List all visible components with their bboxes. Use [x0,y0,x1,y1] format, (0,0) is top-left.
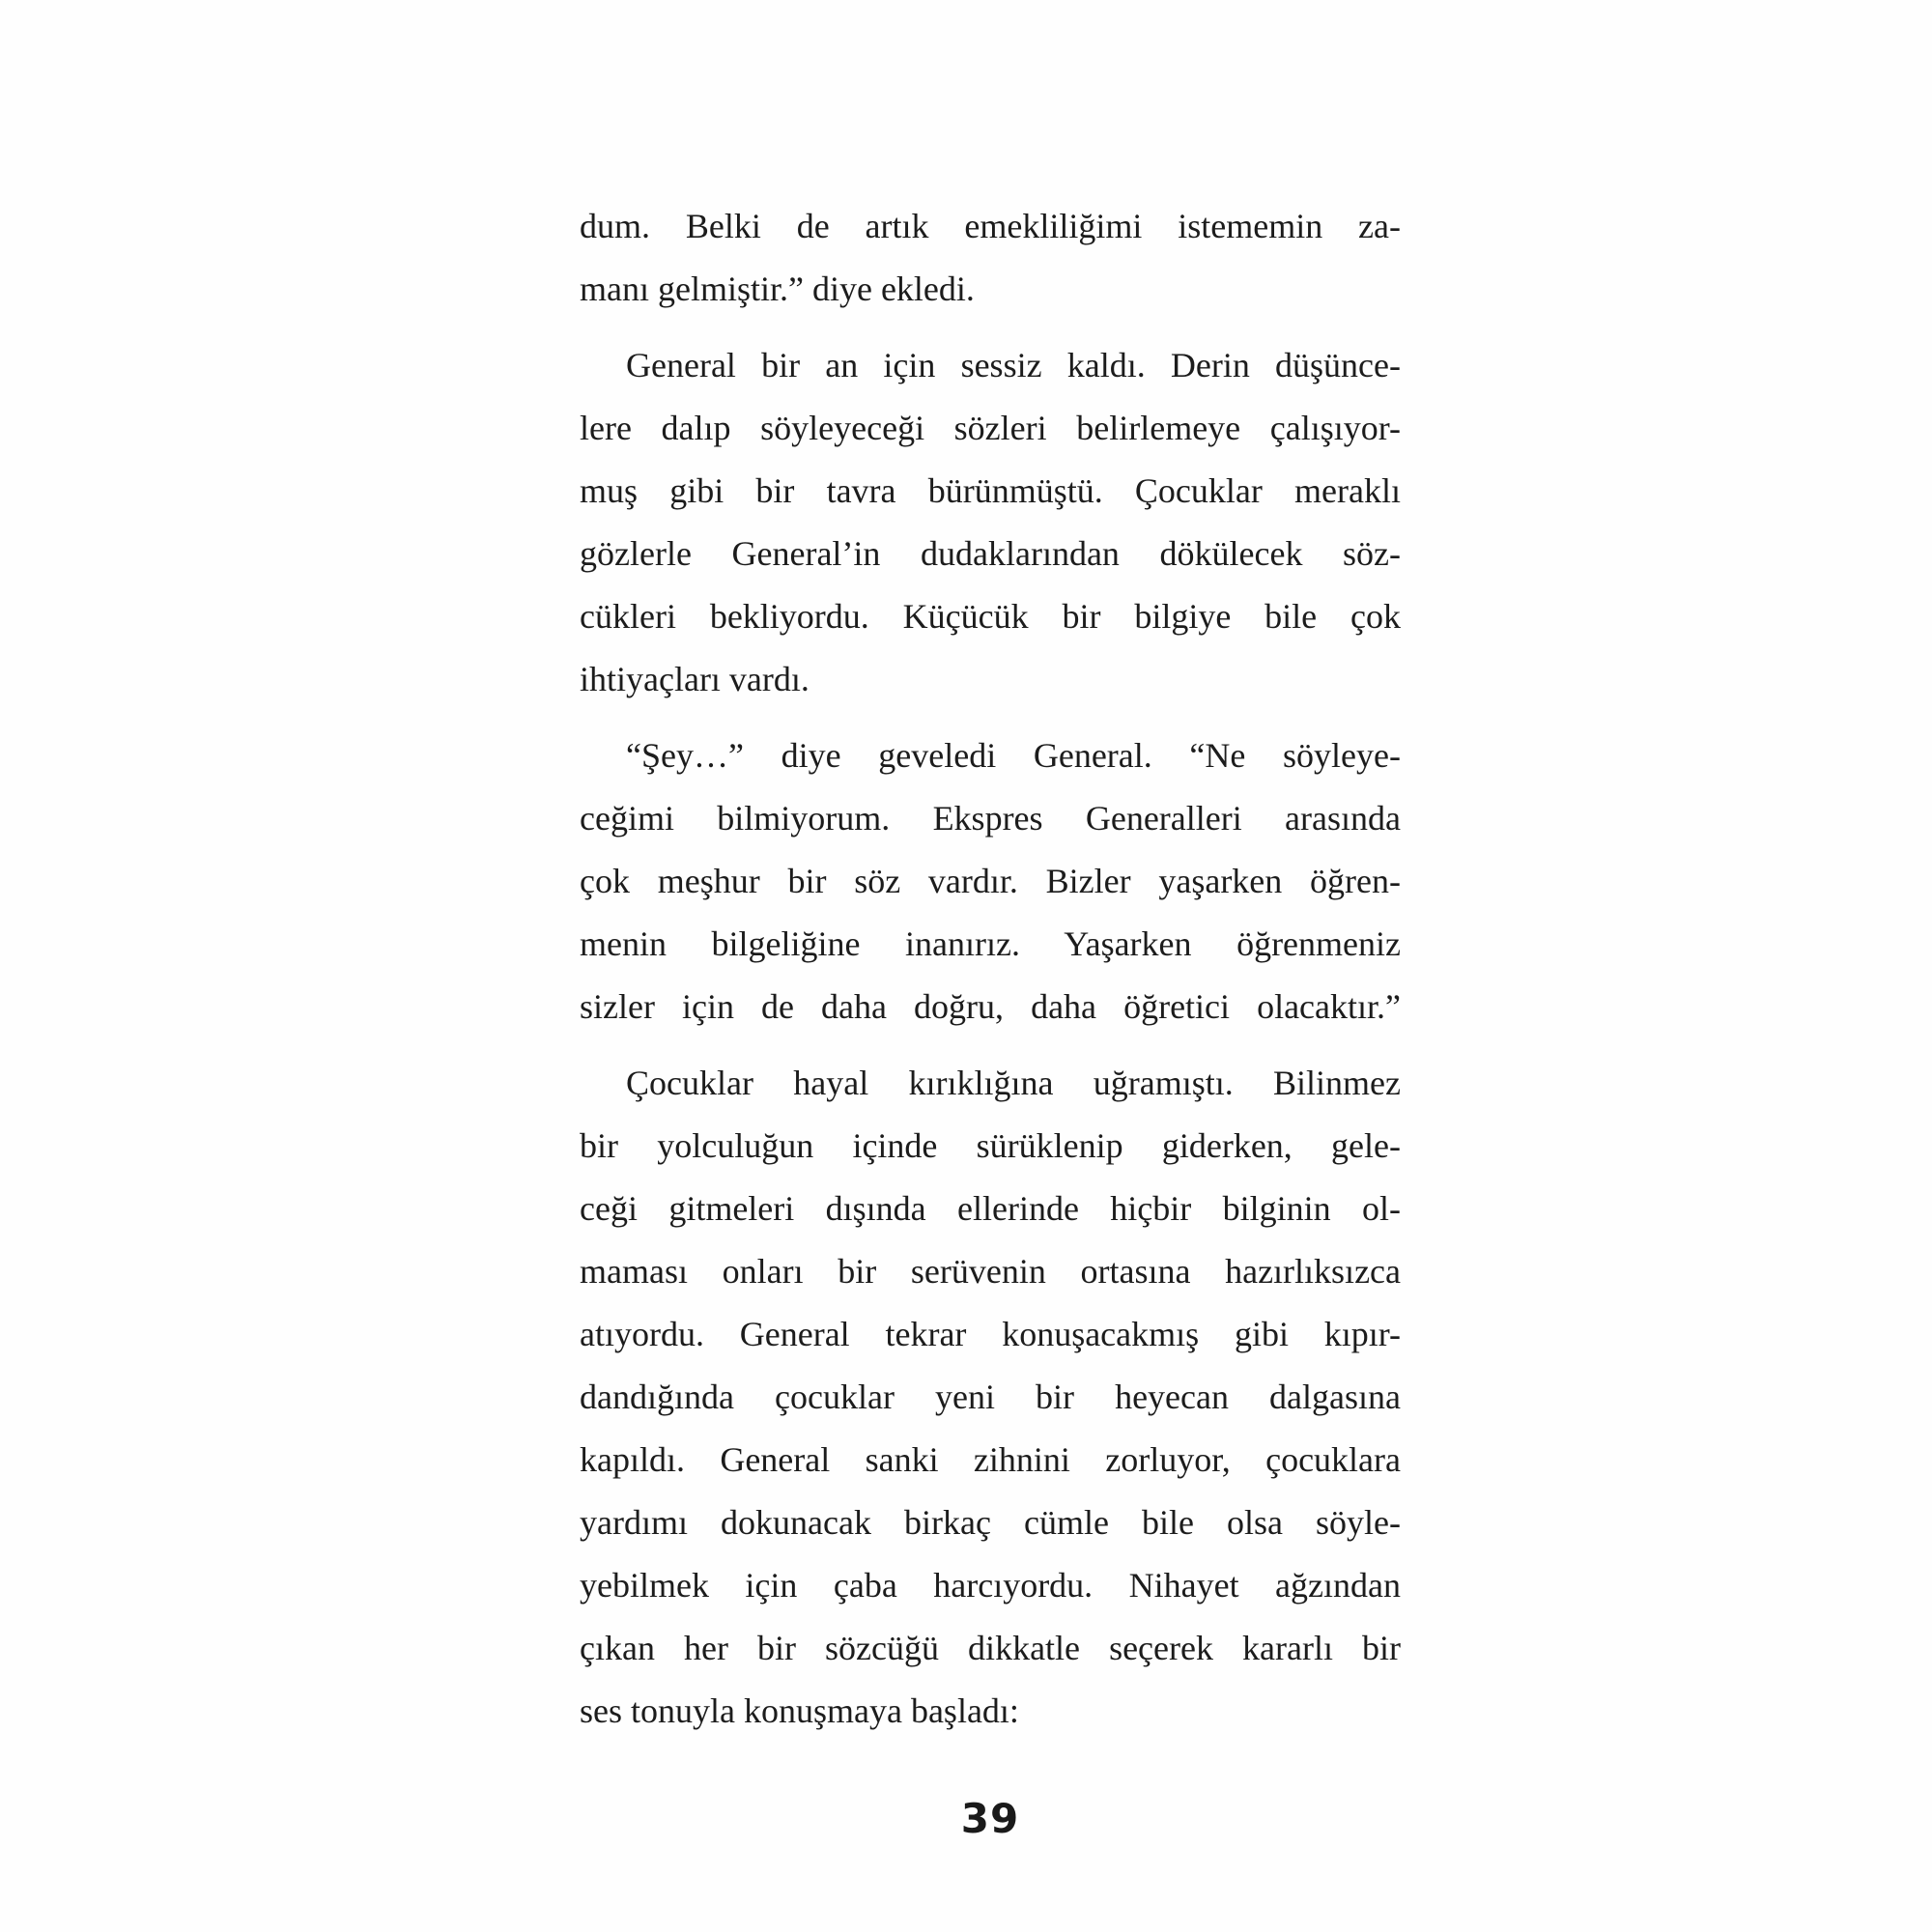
text-line: Çocuklar hayal kırıklığına uğramıştı. Bilinmez [626,1064,1401,1102]
paragraph [580,334,1401,711]
text-line: maması onları bir serüvenin ortasına hazırlıksızca [580,1252,1401,1291]
text-line: ihtiyaçları vardı. [580,660,810,698]
text-line: yardımı dokunacak birkaç cümle bile olsa söyle- [580,1503,1401,1542]
text-line: General bir an için sessiz kaldı. Derin düşünce- [626,346,1401,384]
text-line: çıkan her bir sözcüğü dikkatle seçerek kararlı bir [580,1629,1401,1667]
text-line: muş gibi bir tavra bürünmüştü. Çocuklar meraklı [580,471,1401,510]
text-line: ses tonuyla konuşmaya başladı: [580,1691,1019,1730]
paragraph [580,1052,1401,1743]
paragraph [580,195,1401,321]
text-line: manı gelmiştir.” diye ekledi. [580,270,975,308]
text-line: lere dalıp söyleyeceği sözleri belirlemeye çalışıyor- [580,409,1401,447]
text-line: “Şey…” diye geveledi General. “Ne söyleye- [626,736,1401,775]
text-line: ceğimi bilmiyorum. Ekspres Generalleri arasında [580,799,1401,838]
body-text [580,195,1401,1743]
text-line: ceği gitmeleri dışında ellerinde hiçbir bilginin ol- [580,1189,1401,1228]
text-line: atıyordu. General tekrar konuşacakmış gibi kıpır- [580,1315,1401,1353]
text-line: çok meşhur bir söz vardır. Bizler yaşarken öğren- [580,862,1401,900]
text-line: yebilmek için çaba harcıyordu. Nihayet ağzından [580,1566,1401,1605]
text-line: bir yolculuğun içinde sürüklenip giderken, gele- [580,1126,1401,1165]
text-line: dum. Belki de artık emekliliğimi istememin za- [580,207,1401,245]
text-line: kapıldı. General sanki zihnini zorluyor, çocuklara [580,1440,1401,1479]
page-number: 39 [960,1795,1020,1842]
paragraph [580,724,1401,1038]
text-line: gözlerle General’in dudaklarından dökülecek söz- [580,534,1401,573]
text-line: dandığında çocuklar yeni bir heyecan dalgasına [580,1378,1401,1416]
text-line: menin bilgeliğine inanırız. Yaşarken öğrenmeniz [580,924,1401,963]
text-line: cükleri bekliyordu. Küçücük bir bilgiye bile çok [580,597,1401,636]
text-line: sizler için de daha doğru, daha öğretici olacaktır.” [580,987,1401,1026]
